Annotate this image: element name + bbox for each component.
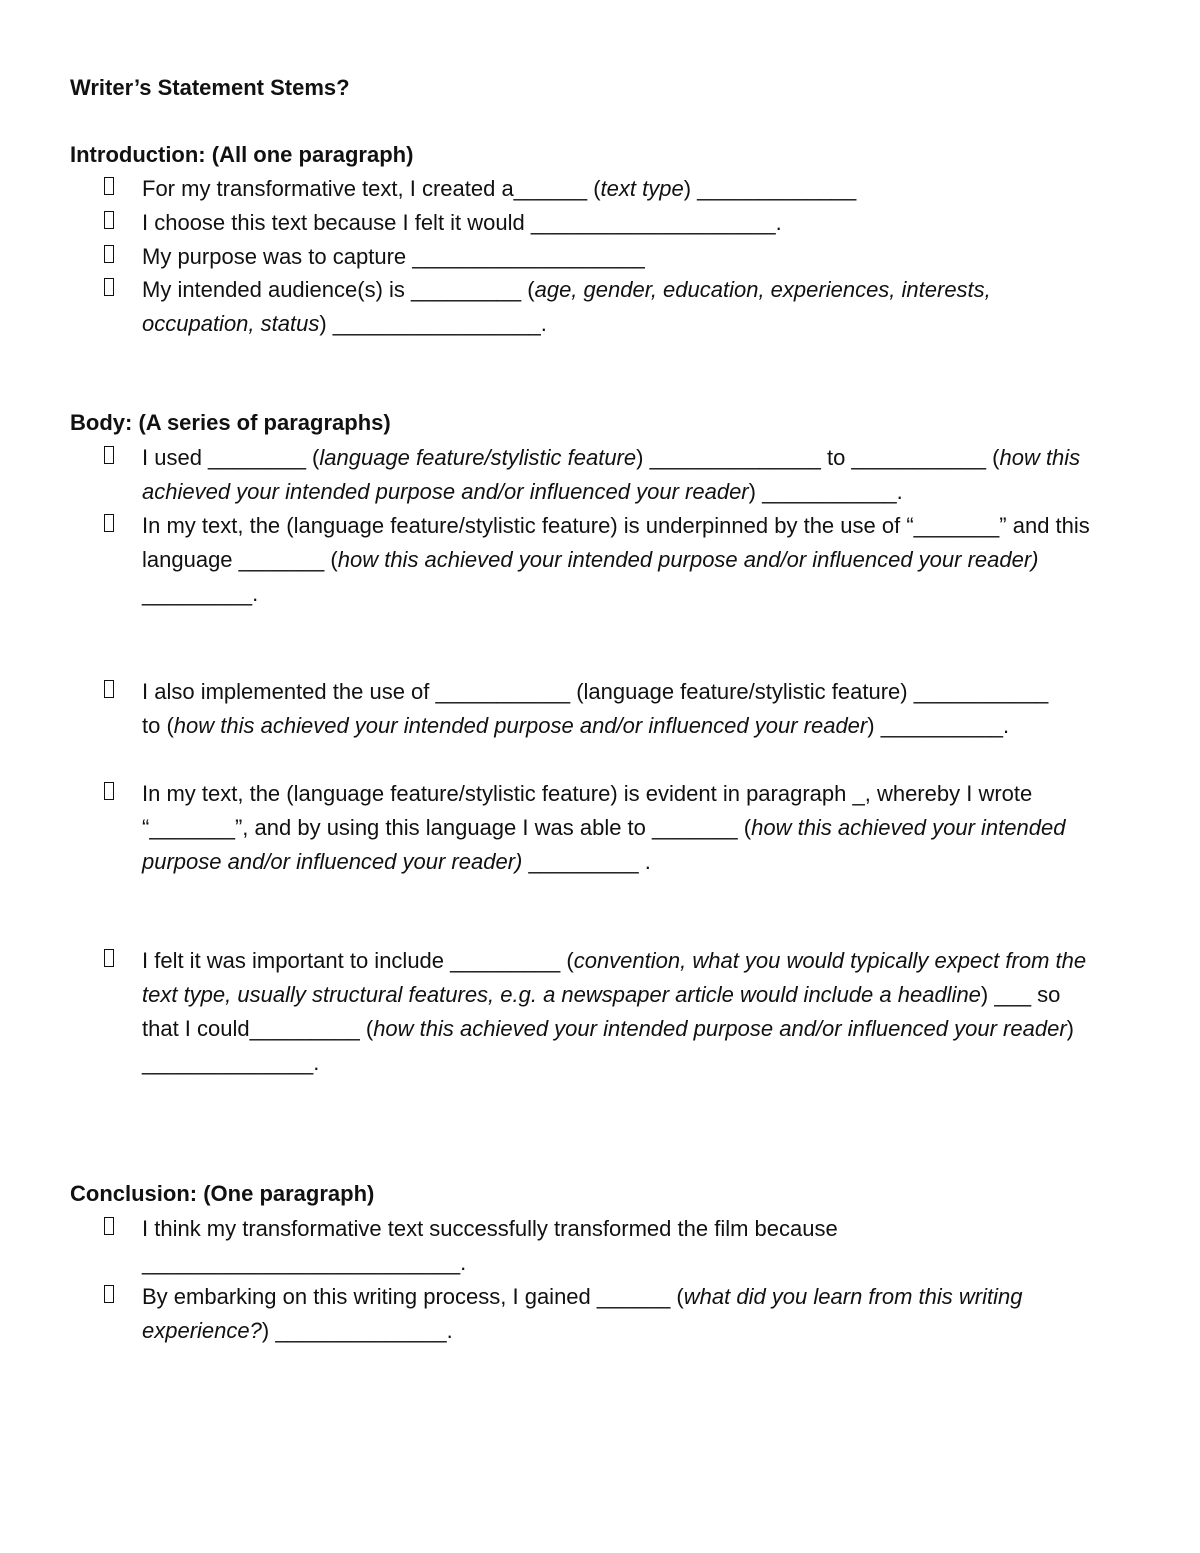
stem-text: [142, 172, 1114, 206]
italic-hint: how this achieved your intended purpose and/or influenced your reader: [173, 713, 868, 738]
stem-text: [142, 944, 1087, 1080]
italic-hint: language feature/stylistic feature: [319, 445, 637, 470]
italic-hint: age, gender, education, experiences, interests, occupation, status: [142, 277, 991, 336]
stem-fragment: _________ .: [522, 849, 651, 874]
stem-text: [142, 675, 1062, 743]
italic-hint: how this achieved your intended purpose and/or influenced your reader: [373, 1016, 1067, 1041]
stem-text: [142, 206, 1114, 240]
italic-hint: convention, what you would typically expect from the text type, usually structural features, e.g. a newspaper article would include a headline: [142, 948, 1087, 1007]
bullet-icon: [104, 245, 114, 263]
stem-fragment: ) __________.: [867, 713, 1010, 738]
section-heading-conclusion: Conclusion: (One paragraph): [70, 1181, 375, 1206]
bullet-icon: [104, 211, 114, 229]
stem-fragment: ) ______________.: [261, 1318, 453, 1343]
stem-fragment: I think my transformative text successfully transformed the film because __________________________.: [142, 1216, 838, 1275]
bullet-icon: [104, 446, 114, 464]
list-item: [104, 206, 1114, 240]
section-heading-body: Body: (A series of paragraphs): [70, 410, 391, 435]
stem-fragment: By embarking on this writing process, I gained ______ (: [142, 1284, 684, 1309]
list-item: [104, 675, 1114, 743]
stem-text: [142, 441, 1102, 509]
list-item: [104, 509, 1114, 611]
stem-text: [142, 509, 1117, 611]
list-item: [104, 944, 1114, 1080]
stem-text: [142, 1212, 962, 1280]
bullet-icon: [104, 278, 114, 296]
stem-text: [142, 273, 1102, 341]
italic-hint: how this achieved your intended purpose and/or influenced your reader: [142, 445, 1081, 504]
italic-hint: text type: [600, 176, 684, 201]
bullet-icon: [104, 177, 114, 195]
stem-fragment: I used ________ (: [142, 445, 320, 470]
stem-fragment: I choose this text because I felt it would ____________________.: [142, 210, 782, 235]
list-item: [104, 1280, 1114, 1348]
stem-fragment: In my text, the (language feature/stylistic feature) is evident in paragraph _, whereby I wrote “_______”, and by using this language I was able to _______ (: [142, 781, 1033, 840]
list-item: [104, 1212, 1114, 1280]
list-item: [104, 441, 1114, 509]
stem-text: [142, 777, 1107, 879]
stem-fragment: ) _________________.: [319, 311, 547, 336]
stem-fragment: ) ___ so that I could_________ (: [142, 982, 1061, 1041]
stem-fragment: ) _____________: [683, 176, 857, 201]
bullet-icon: [104, 949, 114, 967]
list-item: [104, 777, 1114, 879]
bullet-icon: [104, 1285, 114, 1303]
section-heading-introduction: Introduction: (All one paragraph): [70, 142, 414, 167]
stem-text: [142, 240, 1114, 274]
italic-hint: how this achieved your intended purpose and/or influenced your reader): [142, 815, 1066, 874]
bullet-icon: [104, 680, 114, 698]
list-item: [104, 172, 1114, 206]
stem-fragment: In my text, the (language feature/stylistic feature) is underpinned by the use of “_______” and this language _______ (: [142, 513, 1090, 572]
stem-fragment: ) ______________ to ___________ (: [636, 445, 1000, 470]
italic-hint: how this achieved your intended purpose and/or influenced your reader): [337, 547, 1039, 572]
list-item: [104, 240, 1114, 274]
stem-fragment: _________.: [142, 581, 259, 606]
stem-fragment: My intended audience(s) is _________ (: [142, 277, 535, 302]
bullet-icon: [104, 514, 114, 532]
stem-fragment: For my transformative text, I created a______ (: [142, 176, 601, 201]
list-item: [104, 273, 1114, 341]
bullet-icon: [104, 782, 114, 800]
stem-fragment: I also implemented the use of ___________ (language feature/stylistic feature) ___________ to (: [142, 679, 1049, 738]
stem-text: [142, 1280, 1087, 1348]
bullet-icon: [104, 1217, 114, 1235]
document-title: Writer’s Statement Stems?: [70, 75, 350, 100]
italic-hint: what did you learn from this writing experience?: [142, 1284, 1023, 1343]
stem-fragment: ) ______________.: [142, 1016, 1074, 1075]
stem-fragment: I felt it was important to include _________ (: [142, 948, 574, 973]
stem-fragment: ) ___________.: [748, 479, 903, 504]
stem-fragment: My purpose was to capture ___________________: [142, 244, 645, 269]
